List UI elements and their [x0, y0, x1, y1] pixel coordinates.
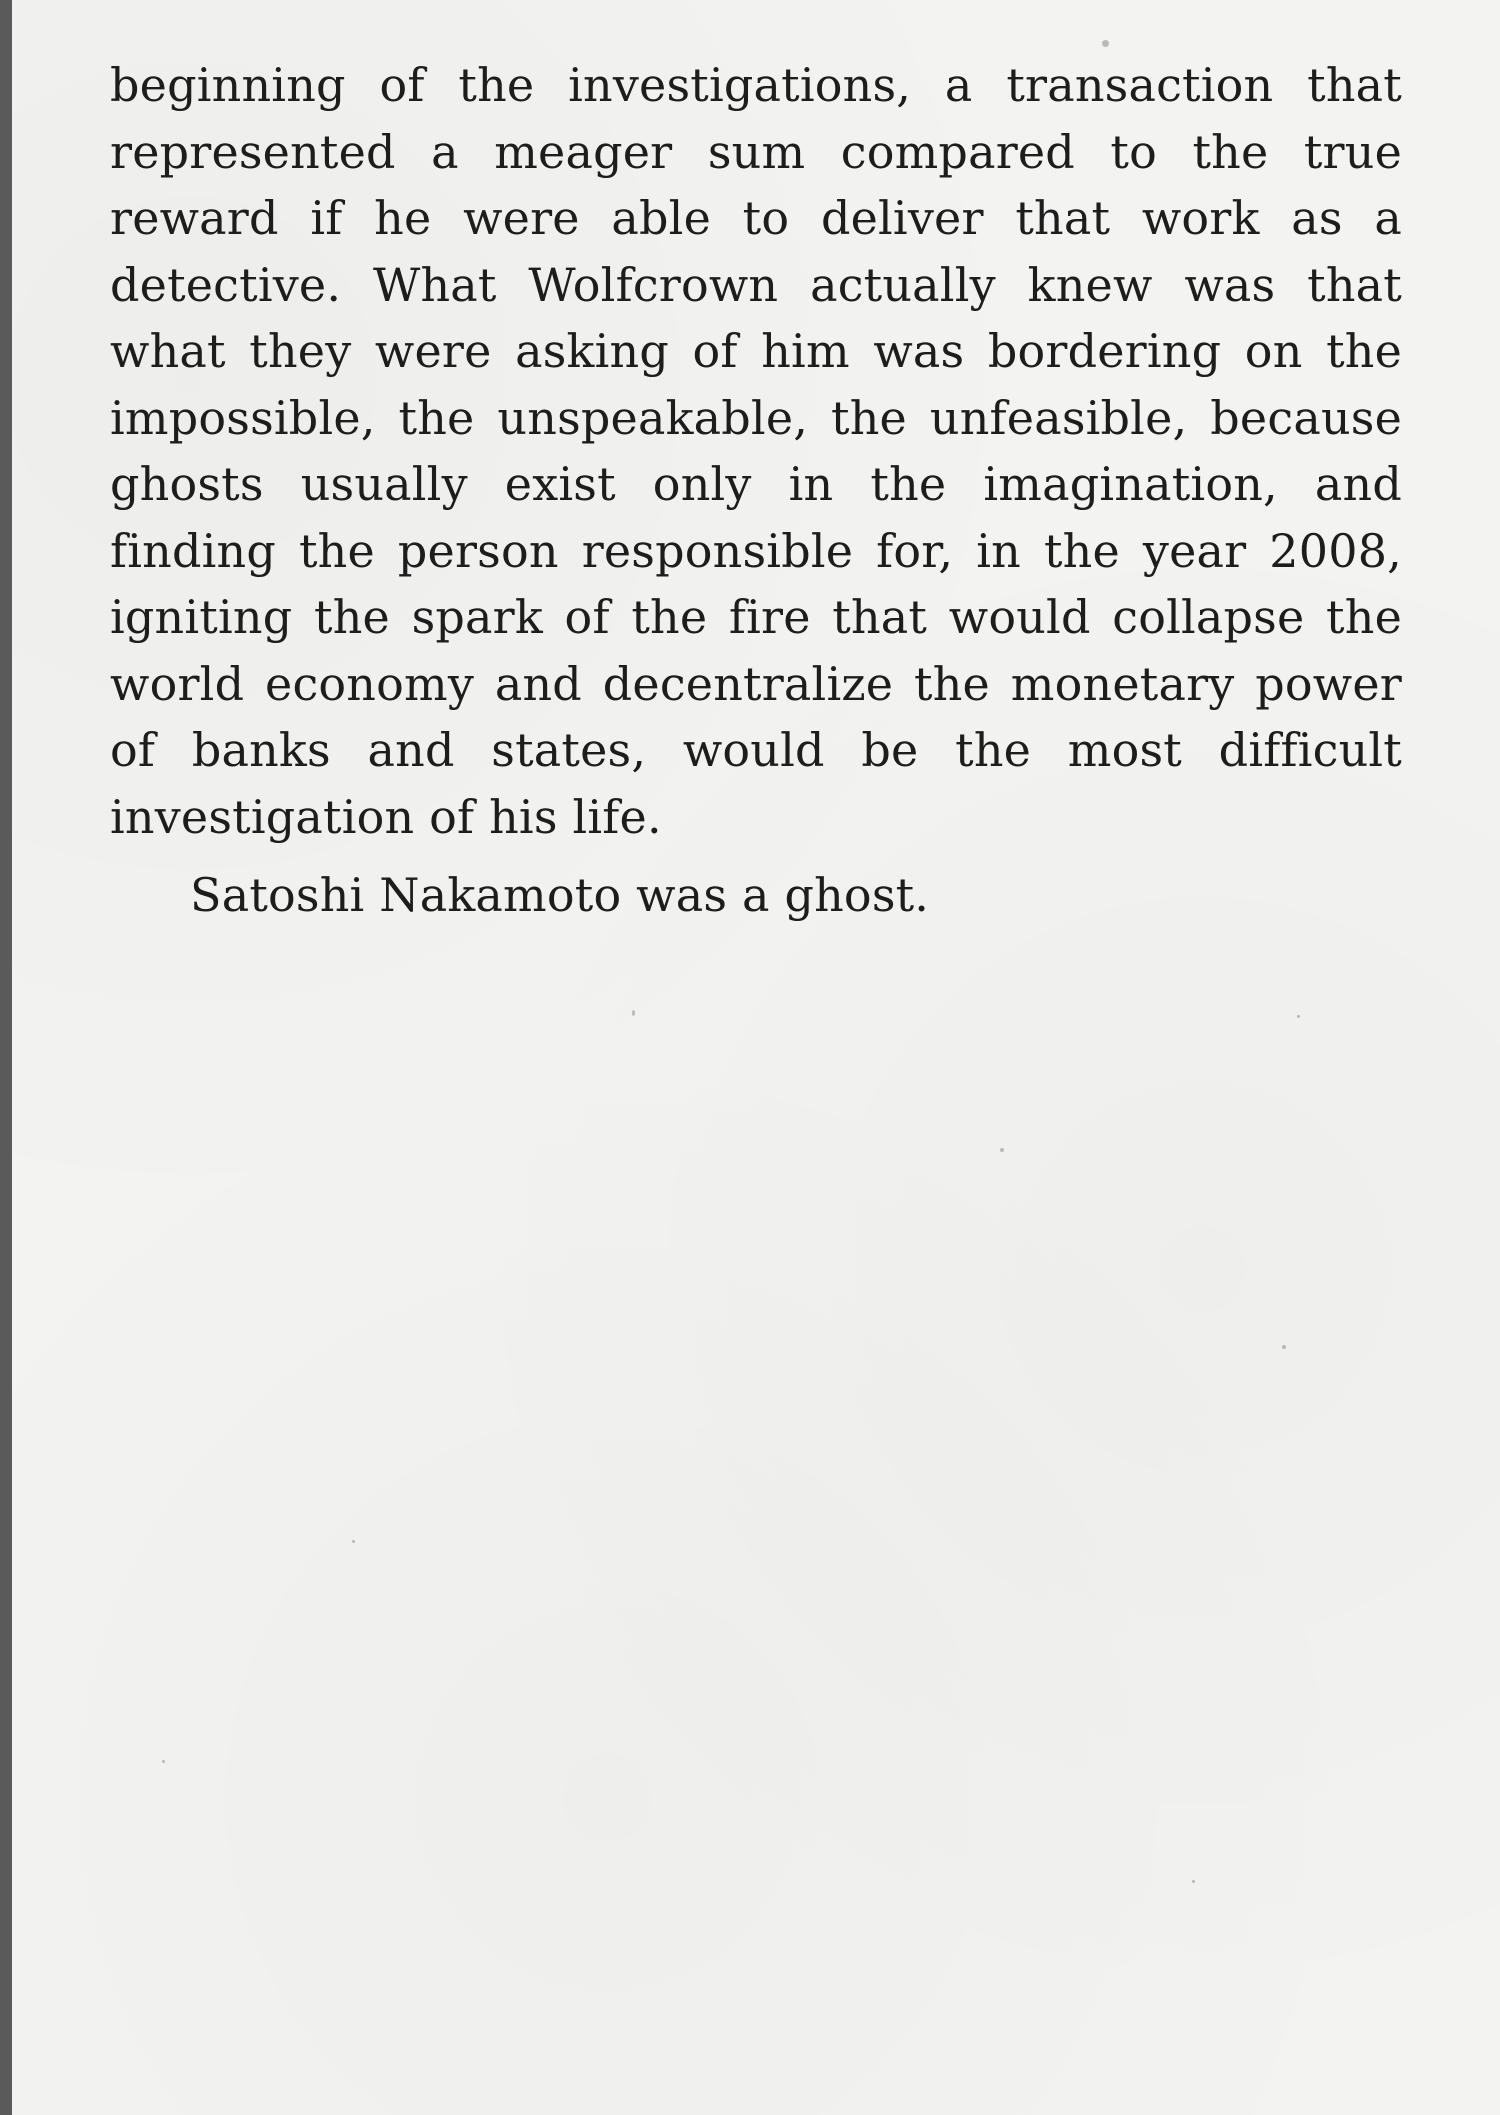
paper-speck: [1000, 1148, 1004, 1152]
paper-speck: [1282, 1345, 1286, 1349]
paper-speck: [162, 1760, 165, 1763]
paragraph: beginning of the investigations, a transaction that represented a meager sum compared to the true reward if he were able to deliver that work as a detective. What Wolfcrown actually knew was that what they were asking of him was bordering on the impossible, the unspeakable, the unfeasible, because ghosts usually exist only in the imagination, and finding the person responsible for, in the year 2008, igniting the spark of the fire that would collapse the world economy and decentralize the monetary power of banks and states, would be the most difficult investigation of his life.: [110, 58, 1402, 844]
paper-speck: [1192, 1880, 1195, 1883]
paper-speck: [352, 1540, 355, 1543]
book-page: [12, 0, 1500, 2115]
paragraph: Satoshi Nakamoto was a ghost.: [190, 868, 930, 922]
paper-speck: [632, 1010, 635, 1016]
paper-speck: [1102, 40, 1109, 47]
paper-speck: [1297, 1015, 1300, 1018]
body-text: [110, 52, 1402, 929]
